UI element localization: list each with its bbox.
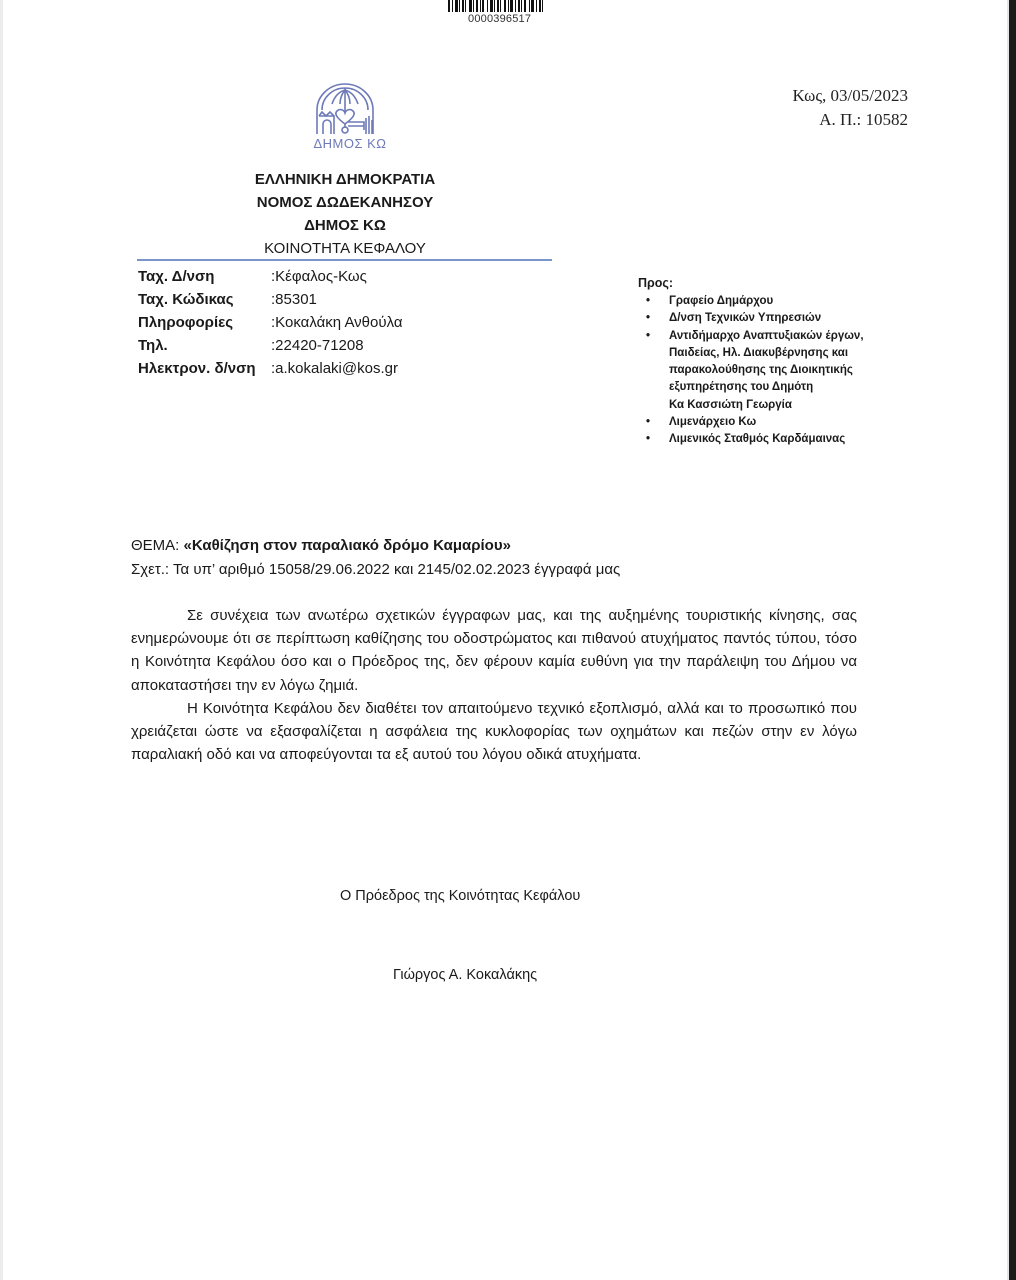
protocol-number: Α. Π.: 10582 bbox=[819, 110, 908, 129]
barcode-number: 0000396517 bbox=[468, 13, 532, 25]
page-left-edge bbox=[0, 0, 3, 1280]
contact-row-postcode bbox=[138, 288, 403, 311]
contact-value: :Κοκαλάκη Ανθούλα bbox=[271, 314, 403, 331]
body-paragraph: Η Κοινότητα Κεφάλου δεν διαθέτει τον απαιτούμενο τεχνικό εξοπλισμό, αλλά και το προσωπικό που χρειάζεται ώστε να εξασφαλίζεται η ασφάλεια της κυκλοφορίας των οχημάτων και πεζών στην εν λόγω παραλιακή οδό και να αποφεύγονται τα εξ αυτού του λόγου οδικά ατυχήματα. bbox=[131, 699, 857, 764]
recipients-title: Προς: bbox=[638, 276, 674, 290]
contact-label: Ταχ. Κώδικας bbox=[138, 291, 234, 308]
letterhead-rule bbox=[137, 259, 552, 261]
bullet-icon: • bbox=[646, 312, 651, 325]
recipient-item: • Αντιδήμαρχο Αναπτυξιακών έργων, Παιδείας, Ηλ. Διακυβέρνησης και παρακολούθησης της Διοικητικής εξυπηρέτησης του Δημότη Κα Κασσιώτη Γεωργία bbox=[646, 329, 864, 411]
letterhead-line-3: ΔΗΜΟΣ ΚΩ bbox=[304, 217, 386, 234]
contact-row-phone bbox=[138, 334, 403, 357]
barcode bbox=[448, 0, 560, 12]
subject-label: ΘΕΜΑ: bbox=[131, 537, 184, 554]
contact-label: Ταχ. Δ/νση bbox=[138, 268, 215, 285]
subject-line bbox=[131, 537, 511, 554]
contact-row-email bbox=[138, 357, 403, 380]
signature-title: Ο Πρόεδρος της Κοινότητας Κεφάλου bbox=[340, 888, 581, 904]
recipients-list bbox=[638, 293, 898, 449]
recipient-item: • Γραφείο Δημάρχου bbox=[638, 293, 898, 310]
municipality-logo-text: ΔΗΜΟΣ ΚΩ bbox=[313, 136, 387, 151]
letterhead bbox=[230, 168, 460, 260]
municipality-logo-icon bbox=[312, 82, 378, 136]
subject-text: «Καθίζηση στον παραλιακό δρόμο Καμαρίου» bbox=[183, 537, 511, 554]
contact-row-information bbox=[138, 311, 403, 334]
place-date: Κως, 03/05/2023 bbox=[792, 86, 908, 105]
bullet-icon: • bbox=[646, 416, 651, 429]
letterhead-line-4: ΚΟΙΝΟΤΗΤΑ ΚΕΦΑΛΟΥ bbox=[264, 240, 426, 257]
recipient-item: • Λιμενικός Σταθμός Καρδάμαινας bbox=[638, 431, 898, 448]
bullet-icon: • bbox=[646, 433, 651, 446]
contact-value: :22420-71208 bbox=[271, 337, 364, 354]
letterhead-line-1: ΕΛΛΗΝΙΚΗ ΔΗΜΟΚΡΑΤΙΑ bbox=[254, 171, 436, 188]
contact-value: :Κέφαλος-Κως bbox=[271, 268, 367, 285]
recipient-item: • Δ/νση Τεχνικών Υπηρεσιών bbox=[638, 310, 898, 327]
signature-name: Γιώργος Α. Κοκαλάκης bbox=[393, 967, 538, 983]
letterhead-line-2: ΝΟΜΟΣ ΔΩΔΕΚΑΝΗΣΟΥ bbox=[256, 194, 434, 211]
letter-body bbox=[131, 604, 857, 766]
bullet-icon: • bbox=[646, 295, 651, 307]
contact-label: Τηλ. bbox=[138, 337, 168, 354]
bullet-icon: • bbox=[646, 329, 651, 342]
contact-row-address bbox=[138, 265, 403, 288]
contact-email: :a.kokalaki@kos.gr bbox=[271, 360, 398, 377]
viewer-right-border bbox=[1009, 0, 1016, 1280]
contact-info bbox=[138, 265, 403, 380]
contact-label: Ηλεκτρον. δ/νση bbox=[138, 360, 256, 377]
body-paragraph: Σε συνέχεια των ανωτέρω σχετικών έγγραφων μας, και της αυξημένης τουριστικής κίνησης, σας ενημερώνουμε ότι σε περίπτωση καθίζησης του οδοστρώματος και πιθανού ατυχήματος παντός τύπου, τόσο η Κοινότητα Κεφάλου όσο και ο Πρόεδρος της, δεν φέρουν καμία ευθύνη για την παράλειψη του Δήμου να αποκαταστήσει την εν λόγω ζημιά. bbox=[131, 607, 857, 694]
recipient-item: • Λιμενάρχειο Κω bbox=[638, 414, 898, 431]
contact-value: :85301 bbox=[271, 291, 317, 308]
contact-label: Πληροφορίες bbox=[138, 314, 234, 331]
related-documents: Σχετ.: Τα υπ’ αριθμό 15058/29.06.2022 και 2145/02.02.2023 έγγραφά μας bbox=[131, 561, 621, 578]
recipients-block bbox=[638, 276, 898, 449]
